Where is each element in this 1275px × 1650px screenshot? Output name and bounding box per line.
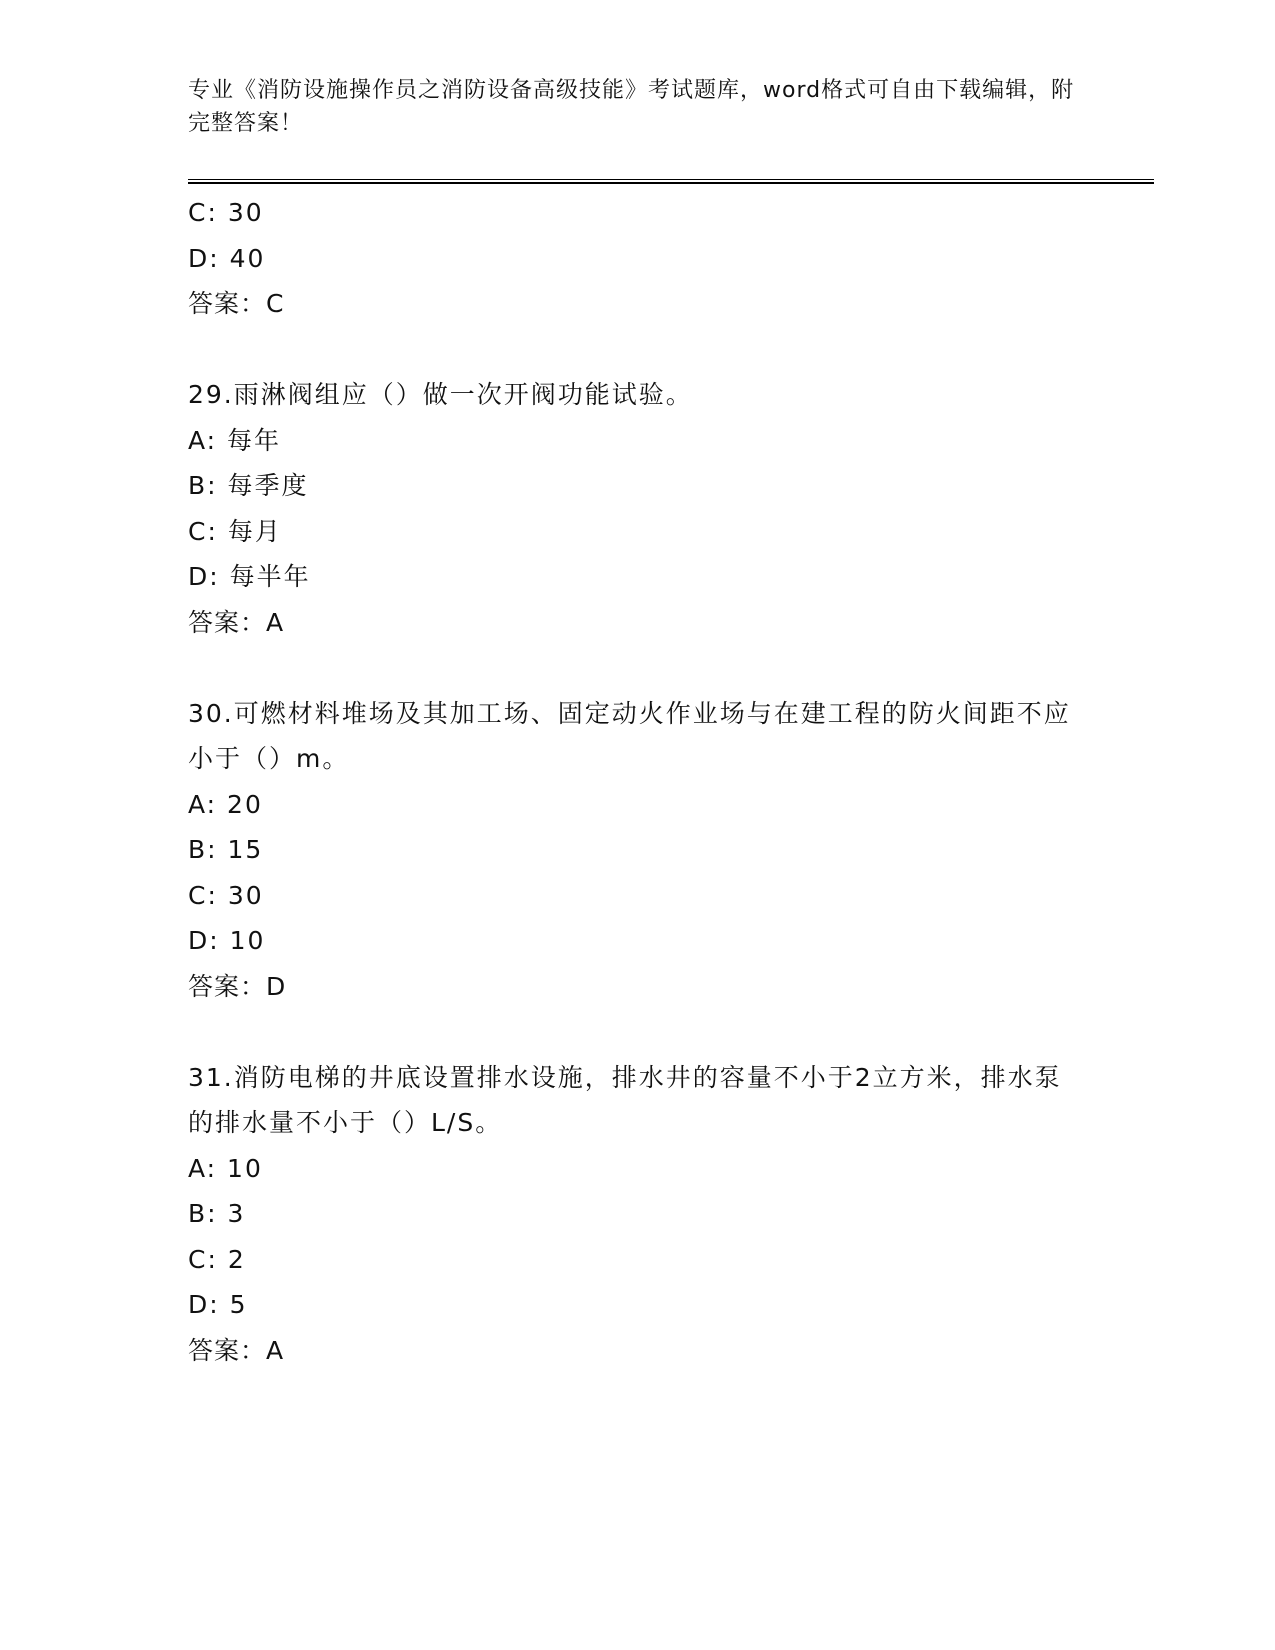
answer-line: 答案：C (188, 289, 285, 318)
question-stem: 31.消防电梯的井底设置排水设施，排水井的容量不小于2立方米，排水泵的排水量不小于（）L/S。 (188, 1062, 1062, 1137)
option-b: B: 3 (188, 1199, 246, 1228)
option-c: C: 每月 (188, 516, 282, 546)
header-divider-thin (188, 179, 1154, 180)
answer-line: 答案：A (188, 607, 285, 637)
question-stem: 30.可燃材料堆场及其加工场、固定动火作业场与在建工程的防火间距不应小于（）m。 (188, 698, 1071, 773)
question-block-31 (188, 1055, 1088, 1374)
option-b: B: 15 (188, 835, 264, 864)
spacer (188, 1009, 1088, 1055)
option-d: D: 40 (188, 243, 266, 273)
page-header: 专业《消防设施操作员之消防设备高级技能》考试题库，word格式可自由下载编辑，附完整答案！ (188, 78, 1075, 136)
option-c: C: 30 (188, 198, 264, 227)
spacer (188, 645, 1088, 691)
option-a: A: 20 (188, 789, 263, 819)
header-divider-thick (188, 182, 1154, 184)
question-list (188, 190, 1088, 1373)
answer-line: 答案：D (188, 971, 287, 1001)
option-d: D: 5 (188, 1290, 248, 1319)
question-block-29 (188, 372, 1088, 645)
answer-line: 答案：A (188, 1335, 285, 1365)
option-a: A: 每年 (188, 425, 282, 455)
option-a: A: 10 (188, 1153, 263, 1183)
option-d: D: 每半年 (188, 562, 311, 591)
question-block-prev (188, 190, 1088, 327)
question-block-30 (188, 691, 1088, 1010)
option-b: B: 每季度 (188, 471, 309, 500)
spacer (188, 327, 1088, 373)
option-c: C: 2 (188, 1244, 246, 1274)
question-stem: 29.雨淋阀组应（）做一次开阀功能试验。 (188, 380, 693, 409)
option-d: D: 10 (188, 926, 266, 955)
option-c: C: 30 (188, 880, 264, 910)
